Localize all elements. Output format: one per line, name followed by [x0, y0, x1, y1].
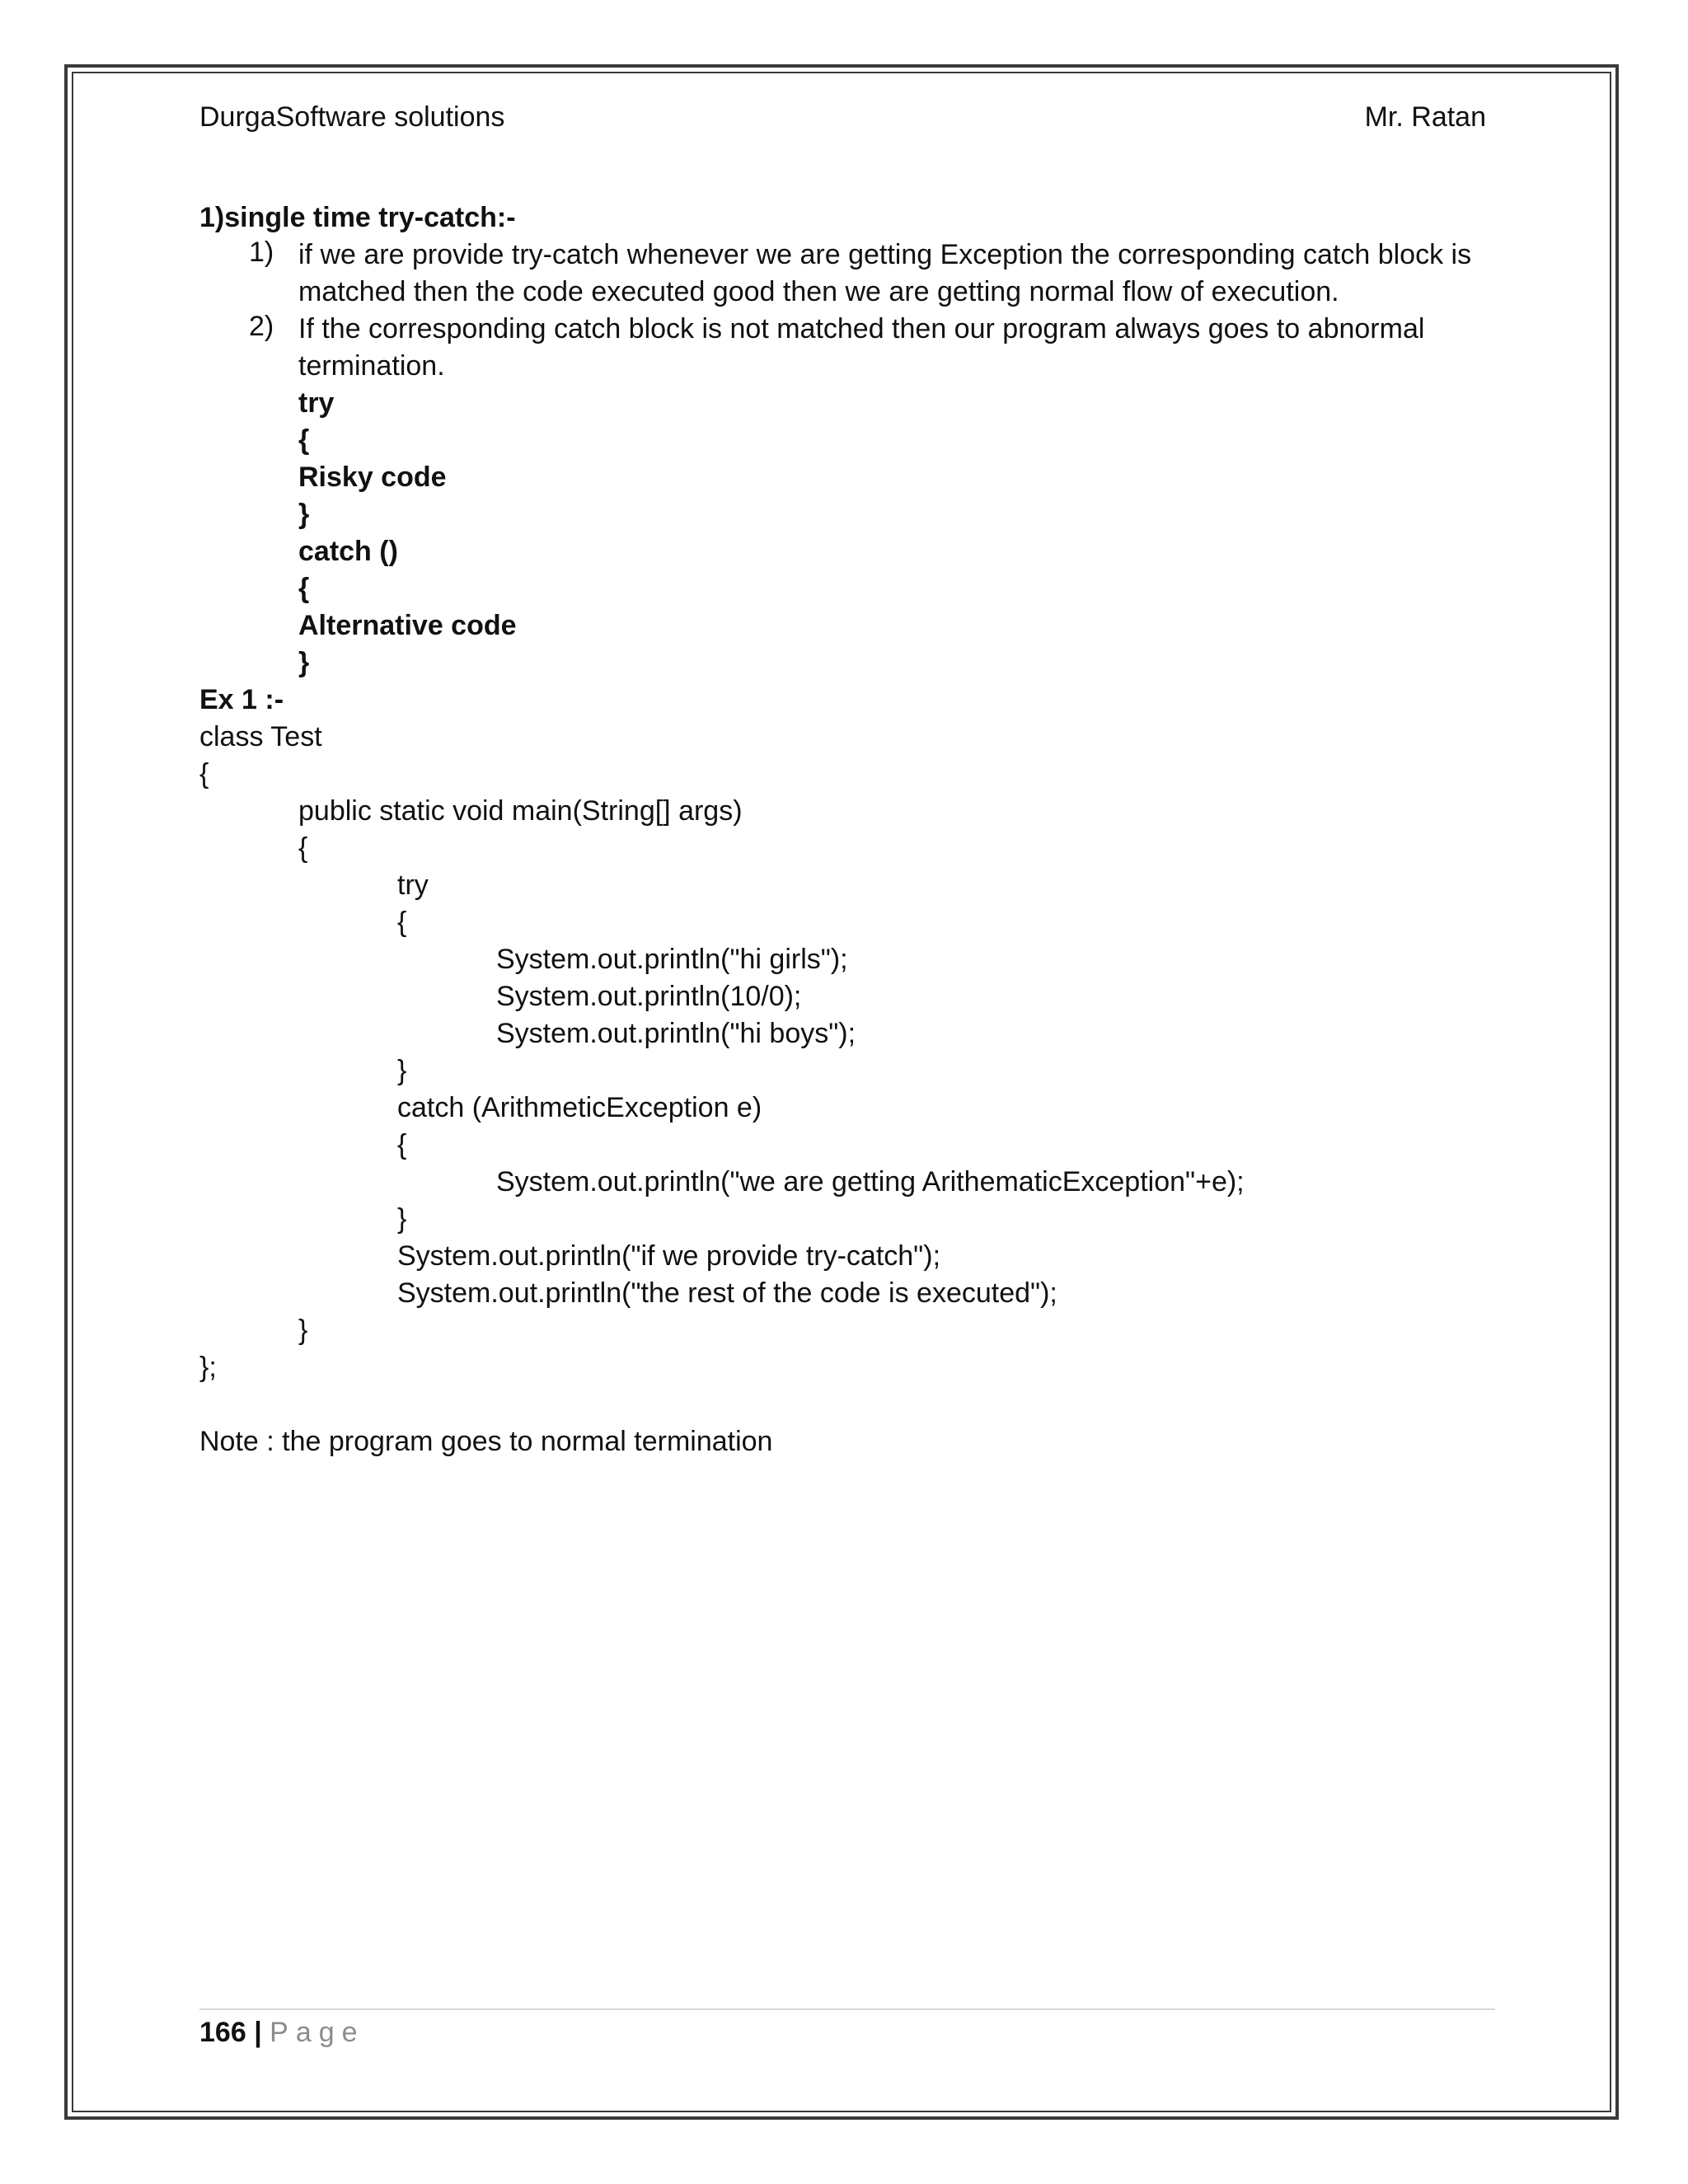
- syntax-line: {: [298, 573, 310, 604]
- code-line: System.out.println("the rest of the code is executed");: [397, 1277, 1057, 1309]
- code-line: System.out.println("hi girls");: [496, 944, 848, 975]
- list-item-text: if we are provide try-catch whenever we are getting Exception the corresponding catch block is: [298, 239, 1472, 270]
- list-item-text: If the corresponding catch block is not matched then our program always goes to abnormal: [298, 313, 1425, 344]
- code-line: }: [397, 1203, 407, 1235]
- code-line: System.out.println("hi boys");: [496, 1018, 856, 1049]
- code-line: {: [199, 758, 209, 790]
- list-item-text: termination.: [298, 350, 445, 382]
- code-line: {: [397, 907, 407, 938]
- code-line: }: [397, 1055, 407, 1086]
- list-item: [199, 311, 1502, 385]
- footer-divider: [199, 2008, 1495, 2010]
- page-label: Page: [270, 2017, 365, 2048]
- list-item: [199, 237, 1502, 311]
- list-number: 1): [249, 237, 274, 268]
- section-title: 1)single time try-catch:-: [199, 202, 516, 233]
- code-line: public static void main(String[] args): [298, 795, 743, 827]
- example-title: Ex 1 :-: [199, 684, 284, 715]
- code-line: System.out.println(10/0);: [496, 981, 802, 1012]
- code-line: {: [397, 1129, 407, 1160]
- syntax-block: [199, 385, 1502, 682]
- header-company: DurgaSoftware solutions: [199, 101, 505, 133]
- header-author: Mr. Ratan: [1364, 101, 1486, 133]
- blank-line: [199, 1386, 1502, 1423]
- code-line: System.out.println("we are getting ArithematicException"+e);: [496, 1166, 1245, 1197]
- code-line: try: [397, 869, 429, 901]
- code-line: {: [298, 832, 308, 864]
- syntax-line: {: [298, 424, 310, 456]
- note-text: Note : the program goes to normal termination: [199, 1426, 773, 1457]
- syntax-line: catch (): [298, 536, 398, 567]
- code-line: catch (ArithmeticException e): [397, 1092, 762, 1123]
- syntax-line: }: [298, 499, 310, 530]
- page-number: 166: [199, 2017, 246, 2048]
- code-block: [199, 719, 1502, 1386]
- code-line: };: [199, 1352, 217, 1383]
- document-body: [199, 199, 1502, 1460]
- syntax-line: Risky code: [298, 462, 447, 493]
- syntax-line: try: [298, 387, 335, 419]
- code-line: System.out.println("if we provide try-catch");: [397, 1240, 941, 1272]
- syntax-line: Alternative code: [298, 610, 517, 641]
- syntax-line: }: [298, 647, 310, 678]
- page-footer: [199, 2014, 365, 2050]
- list-number: 2): [249, 311, 274, 342]
- code-line: }: [298, 1315, 308, 1346]
- code-line: class Test: [199, 721, 322, 752]
- list-item-text: matched then the code executed good then we are getting normal flow of execution.: [298, 276, 1339, 307]
- footer-separator: |: [254, 2017, 262, 2048]
